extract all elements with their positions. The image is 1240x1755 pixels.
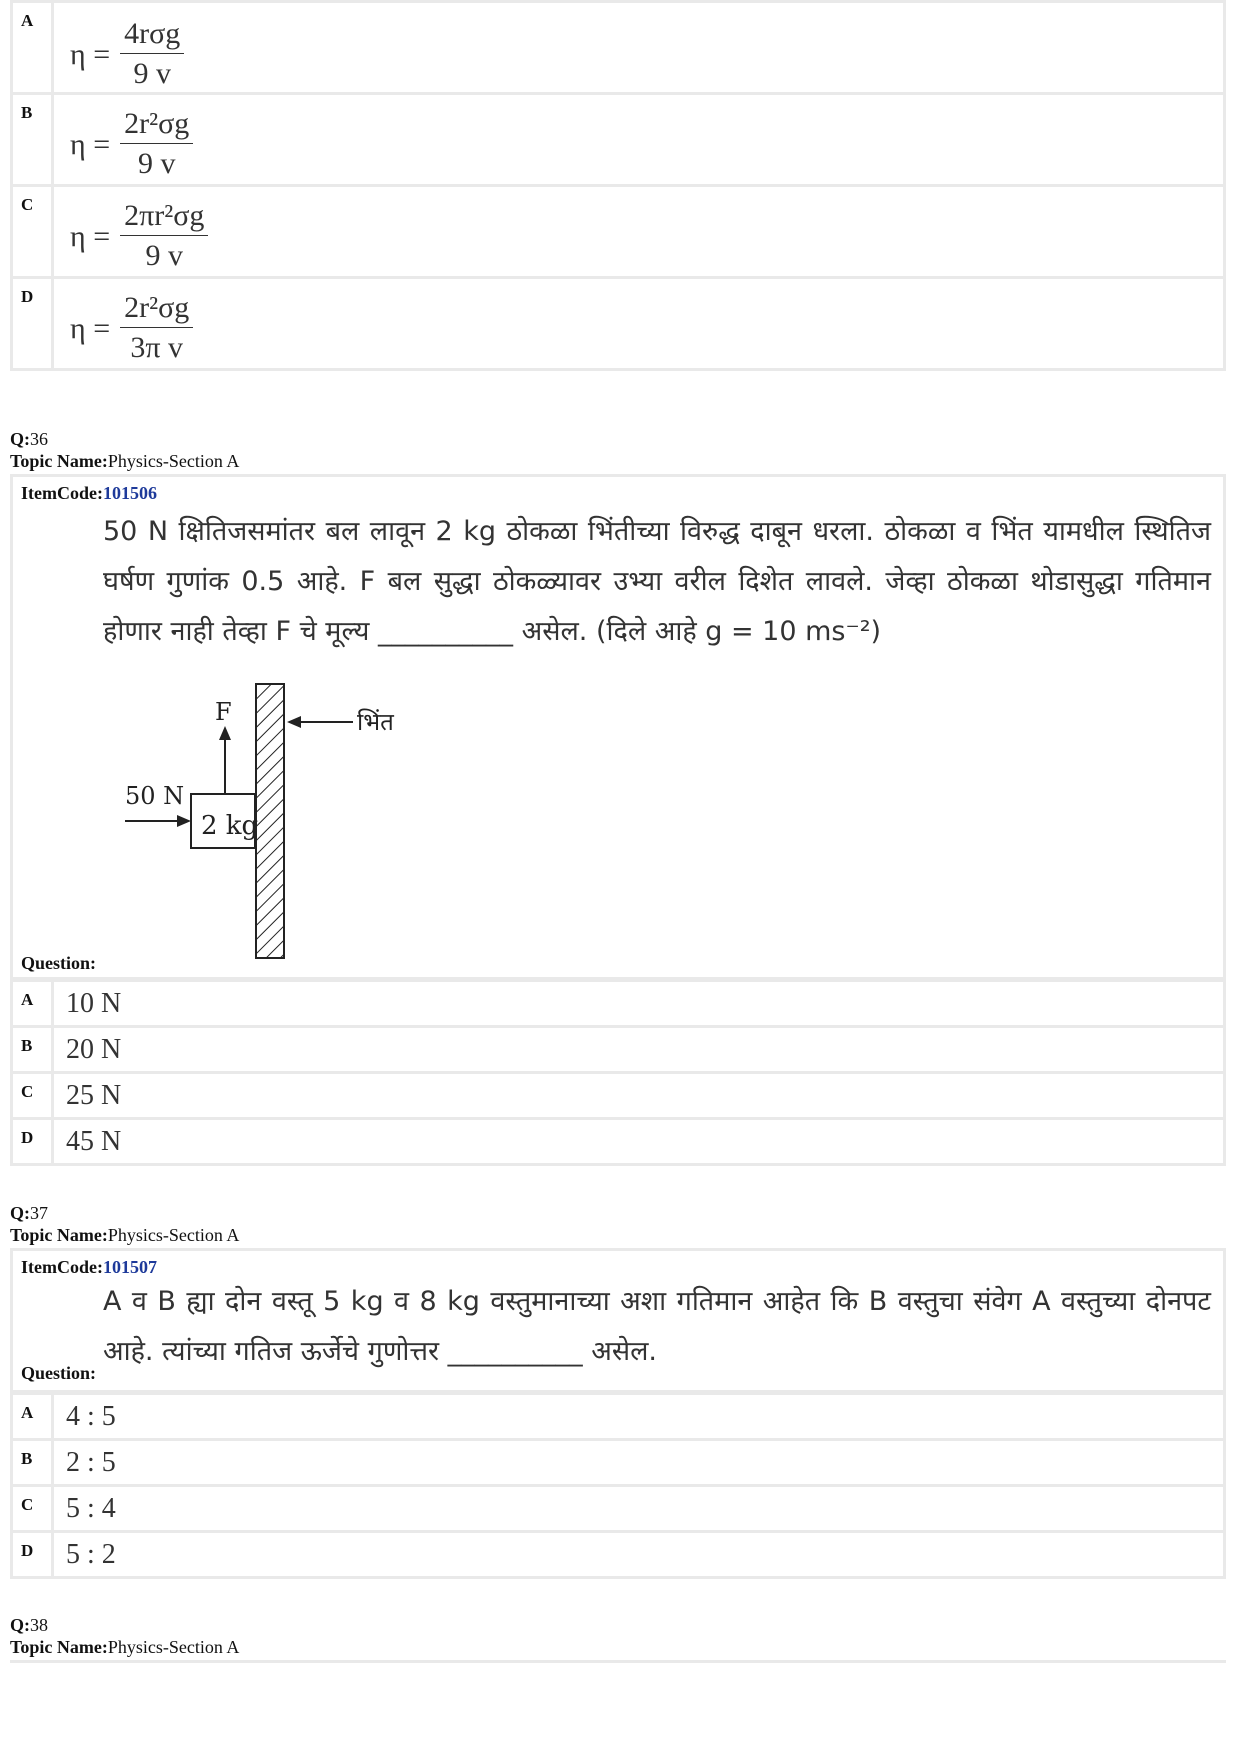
q35-options-table <box>10 0 1226 371</box>
eta-symbol: η = <box>70 311 111 345</box>
option-label: C <box>13 187 51 276</box>
eta-symbol: η = <box>70 219 111 253</box>
eta-symbol: η = <box>70 37 111 71</box>
option-label: A <box>13 1395 51 1438</box>
option-d[interactable] <box>54 279 1223 368</box>
fraction <box>120 17 184 92</box>
question-box <box>10 474 1226 980</box>
option-label: B <box>13 1028 51 1071</box>
option-b[interactable]: 2 : 5 <box>54 1441 1223 1484</box>
topic-name: Physics-Section A <box>107 1225 240 1245</box>
block-wall-figure <box>103 682 403 962</box>
q-label: Q: <box>10 1203 30 1223</box>
arrow-right-icon <box>177 815 191 827</box>
option-c[interactable]: 25 N <box>54 1074 1223 1117</box>
topic-label: Topic Name: <box>10 451 108 471</box>
option-a[interactable]: 4 : 5 <box>54 1395 1223 1438</box>
option-b[interactable] <box>54 95 1223 184</box>
option-label: B <box>13 1441 51 1484</box>
numerator: 4rσg <box>120 17 184 54</box>
question-label: Question: <box>21 1363 97 1383</box>
question-box <box>10 1248 1226 1393</box>
arrow-up-icon <box>219 726 231 740</box>
q-label: Q: <box>10 1615 30 1635</box>
arrow-left-icon <box>287 716 301 728</box>
topic-name: Physics-Section A <box>107 451 240 471</box>
option-a[interactable] <box>54 3 1223 92</box>
topic-name: Physics-Section A <box>107 1637 240 1657</box>
numerator: 2r²σg <box>120 291 193 328</box>
question-header <box>10 428 239 472</box>
option-label: A <box>13 982 51 1025</box>
option-label: D <box>13 1533 51 1576</box>
eta-symbol: η = <box>70 127 111 161</box>
option-label: C <box>13 1487 51 1530</box>
denominator: 9 v <box>133 57 171 90</box>
itemcode-label: ItemCode: <box>21 483 103 503</box>
itemcode <box>21 1257 157 1278</box>
fraction <box>120 291 193 366</box>
push-label: 50 N <box>125 782 185 810</box>
question-label: Question: <box>21 953 97 973</box>
denominator: 3π v <box>130 331 184 364</box>
denominator: 9 v <box>137 147 176 180</box>
q37-options-table <box>10 1392 1226 1579</box>
question-text: 50 N क्षितिजसमांतर बल लावून 2 kg ठोकळा भिंतीच्या विरुद्ध दाबून धरला. ठोकळा व भिंत यामधील स्थितिज घर्षण गुणांक 0.5 आहे. F बल सुद्धा ठोकळ्यावर उभ्या वरील दिशेत लावले. जेव्हा ठोकळा थोडासुद्धा गतिमान होणार नाही तेव्हा F चे मूल्य __________ असेल. (दिले आहे g = 10 ms⁻²) <box>103 516 1211 647</box>
q-number: 37 <box>30 1203 48 1223</box>
topic-label: Topic Name: <box>10 1637 108 1657</box>
option-c[interactable] <box>54 187 1223 276</box>
option-d[interactable]: 45 N <box>54 1120 1223 1163</box>
numerator: 2r²σg <box>120 107 193 144</box>
question-header <box>10 1614 239 1658</box>
option-c[interactable]: 5 : 4 <box>54 1487 1223 1530</box>
option-label: A <box>13 3 51 92</box>
q-number: 36 <box>30 429 48 449</box>
question-header <box>10 1202 239 1246</box>
wall-label: भिंत <box>357 708 394 736</box>
question-text: A व B ह्या दोन वस्तू 5 kg व 8 kg वस्तुमानाच्या अशा गतिमान आहेत कि B वस्तुचा संवेग A वस्तुच्या दोनपट आहे. त्यांच्या गतिज ऊर्जेचे गुणोत्तर __________ असेल. <box>103 1286 1211 1367</box>
option-label: B <box>13 95 51 184</box>
fraction <box>120 199 208 274</box>
option-a[interactable]: 10 N <box>54 982 1223 1025</box>
block-label: 2 kg <box>201 811 259 841</box>
option-label: D <box>13 1120 51 1163</box>
denominator: 9 v <box>145 239 184 272</box>
option-label: C <box>13 1074 51 1117</box>
itemcode <box>21 483 157 504</box>
wall-hatched <box>256 684 284 958</box>
numerator: 2πr²σg <box>120 199 208 236</box>
divider <box>10 1660 1226 1663</box>
force-label: F <box>215 698 232 726</box>
fraction <box>120 107 193 182</box>
q-label: Q: <box>10 429 30 449</box>
q36-options-table <box>10 979 1226 1166</box>
option-label: D <box>13 279 51 368</box>
itemcode-value: 101507 <box>102 1257 157 1277</box>
option-b[interactable]: 20 N <box>54 1028 1223 1071</box>
option-d[interactable]: 5 : 2 <box>54 1533 1223 1576</box>
q-number: 38 <box>30 1615 48 1635</box>
topic-label: Topic Name: <box>10 1225 108 1245</box>
itemcode-label: ItemCode: <box>21 1257 103 1277</box>
itemcode-value: 101506 <box>102 483 157 503</box>
